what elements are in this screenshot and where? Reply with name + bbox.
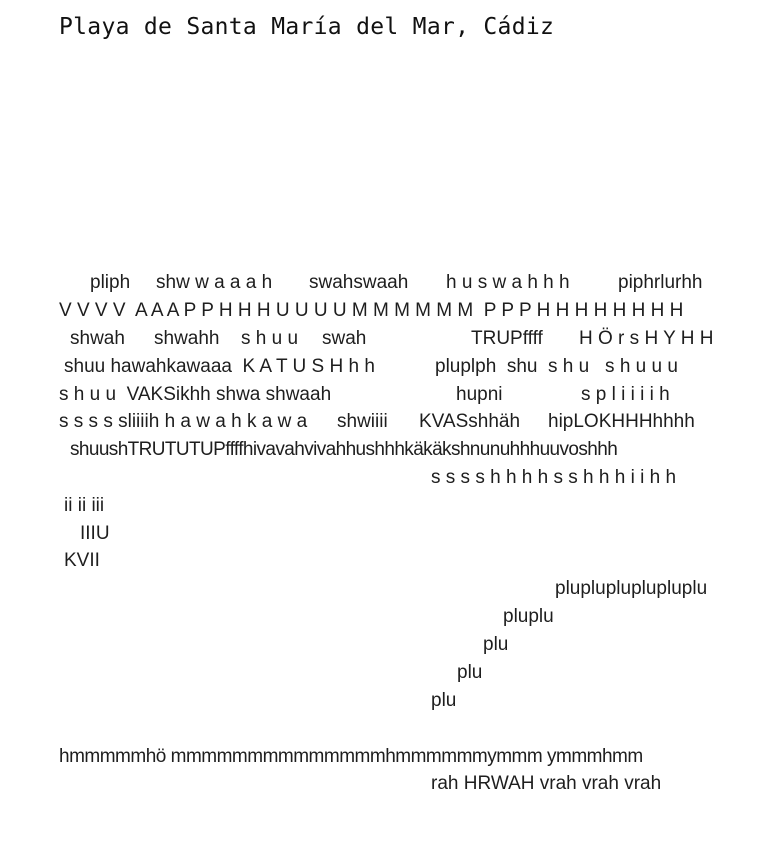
poem-line-3f: H Ö r s H Y H H	[579, 328, 714, 349]
poem-line-4b: pluplph shu s h u s h u u u	[435, 356, 678, 377]
poem-line-10: IIIU	[80, 523, 110, 544]
poem-line-14: plu	[483, 634, 509, 655]
poem-line-6d: hipLOKHHHhhhh	[548, 411, 695, 432]
poem-line-3a: shwah	[70, 328, 125, 349]
poem-line-5c: s p l i i i i h	[581, 384, 670, 405]
poem-line-7: shuushTRUTUTUPffffhivavahvivahhushhhkäkäkshnunuhhhuuvoshhh	[70, 439, 618, 460]
poem-line-5b: hupni	[456, 384, 503, 405]
page-title: Playa de Santa María del Mar, Cádiz	[59, 14, 555, 40]
poem-line-12: pluplupluplupluplu	[555, 578, 708, 599]
poem-line-1e: piphrlurhh	[618, 272, 703, 293]
poem-line-1a: pliph	[90, 272, 131, 293]
poem-line-11: KVII	[64, 550, 100, 571]
poem-line-6a: s s s s sliiiih h a w a h k a w a	[59, 411, 308, 432]
poem-line-6c: KVASshhäh	[419, 411, 521, 432]
poem-line-3e: TRUPffff	[471, 328, 543, 349]
poem-line-18: rah HRWAH vrah vrah vrah	[431, 773, 662, 794]
poem-line-9: ii ii iii	[64, 495, 105, 516]
poem-line-16: plu	[431, 690, 457, 711]
poem-line-3b: shwahh	[154, 328, 220, 349]
poem-line-8: s s s s h h h h s s h h h i i h h	[431, 467, 677, 488]
poem-line-3c: s h u u	[241, 328, 299, 349]
poem-line-5a: s h u u VAKSikhh shwa shwaah	[59, 384, 332, 405]
poem-line-2: V V V V A A A P P H H H U U U U M M M M M M P P P H H H H H H H H	[59, 300, 684, 321]
poem-line-4a: shuu hawahkawaaa K A T U S H h h	[64, 356, 375, 377]
poem-line-3d: swah	[322, 328, 367, 349]
poem-line-17: hmmmmmhö mmmmmmmmmmmmmmhmmmmmmymmm ymmmhmm	[59, 746, 643, 767]
poem-line-13: pluplu	[503, 606, 554, 627]
poem-line-15: plu	[457, 662, 483, 683]
poem-line-1b: shw w a a a h	[156, 272, 273, 293]
poem-line-1c: swahswaah	[309, 272, 409, 293]
poem-line-1d: h u s w a h h h	[446, 272, 570, 293]
poem-line-6b: shwiiii	[337, 411, 388, 432]
